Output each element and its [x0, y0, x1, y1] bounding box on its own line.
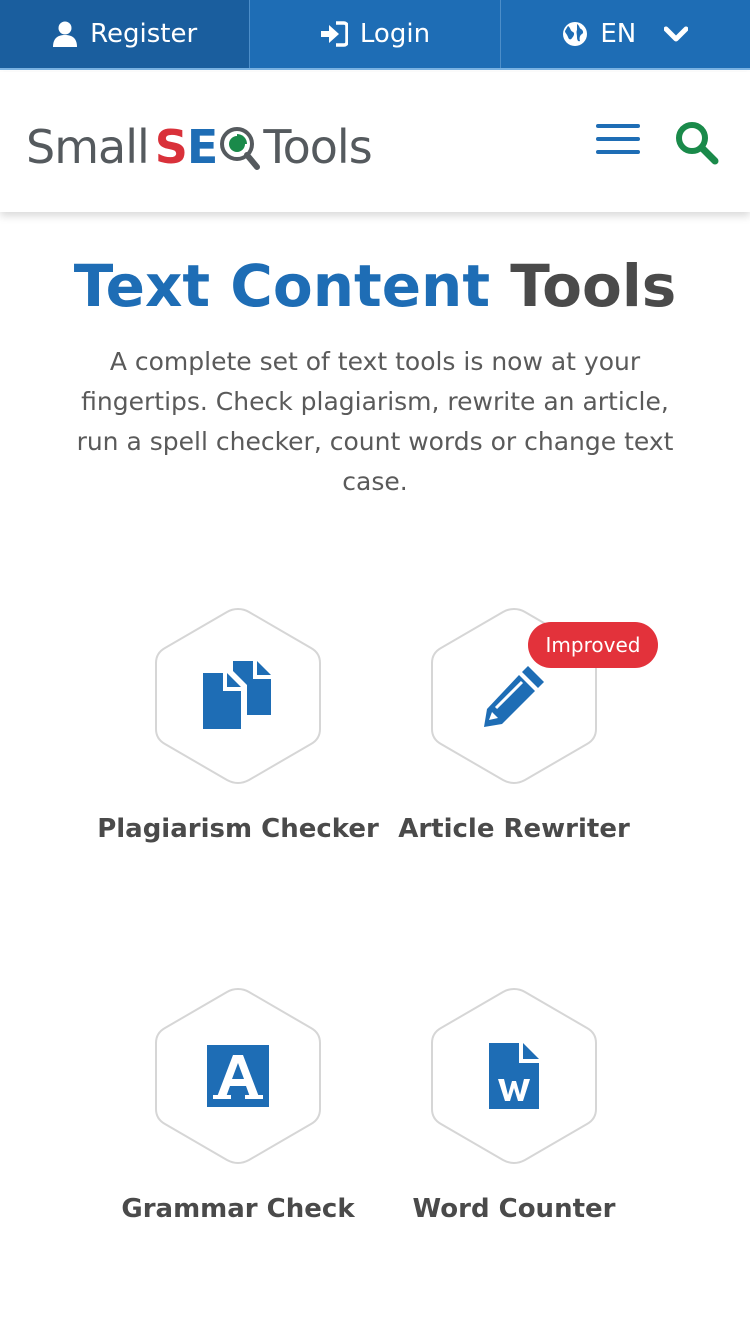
- improved-badge: Improved: [528, 622, 658, 668]
- login-button[interactable]: [249, 0, 499, 68]
- site-logo[interactable]: [26, 122, 372, 172]
- tool-word-counter[interactable]: [364, 986, 664, 1256]
- chevron-down-icon: [664, 25, 688, 43]
- user-icon: [52, 21, 78, 47]
- page-title-highlight: Text Content: [73, 252, 491, 320]
- register-button[interactable]: [0, 0, 249, 68]
- tool-plagiarism-checker[interactable]: [88, 606, 388, 876]
- language-label: EN: [600, 19, 637, 49]
- page-title-rest: Tools: [510, 252, 677, 320]
- globe-icon: [562, 21, 588, 47]
- login-label: Login: [359, 19, 431, 49]
- hamburger-line: [596, 124, 640, 128]
- hamburger-line: [596, 150, 640, 154]
- pencil-icon: [482, 664, 546, 728]
- logo-text-e: E: [186, 120, 218, 174]
- language-selector[interactable]: [500, 0, 750, 68]
- top-bar: [0, 0, 750, 70]
- page-title: [0, 252, 750, 320]
- tool-label: Word Counter: [412, 1194, 616, 1224]
- logo-text-small: Small: [26, 120, 149, 174]
- menu-button[interactable]: [596, 124, 642, 156]
- search-button[interactable]: [674, 120, 720, 166]
- letter-a-icon: [207, 1045, 269, 1107]
- page-description: A complete set of text tools is now at your fingertips. Check plagiarism, rewrite an article, run a spell checker, count words or change text case.: [76, 347, 674, 496]
- logo-text-tools: Tools: [263, 120, 372, 174]
- copy-documents-icon: [203, 661, 273, 731]
- word-document-icon: [489, 1043, 539, 1109]
- tool-label: Grammar Check: [121, 1194, 355, 1224]
- tool-grammar-check[interactable]: [88, 986, 388, 1256]
- hamburger-line: [596, 137, 640, 141]
- register-label: Register: [90, 19, 198, 49]
- tool-label: Article Rewriter: [398, 814, 630, 844]
- logo-text-s: S: [154, 120, 187, 174]
- magnifier-logo-icon: [217, 122, 263, 172]
- search-icon: [674, 120, 720, 166]
- tool-label: Plagiarism Checker: [97, 814, 379, 844]
- sign-in-icon: [320, 21, 348, 47]
